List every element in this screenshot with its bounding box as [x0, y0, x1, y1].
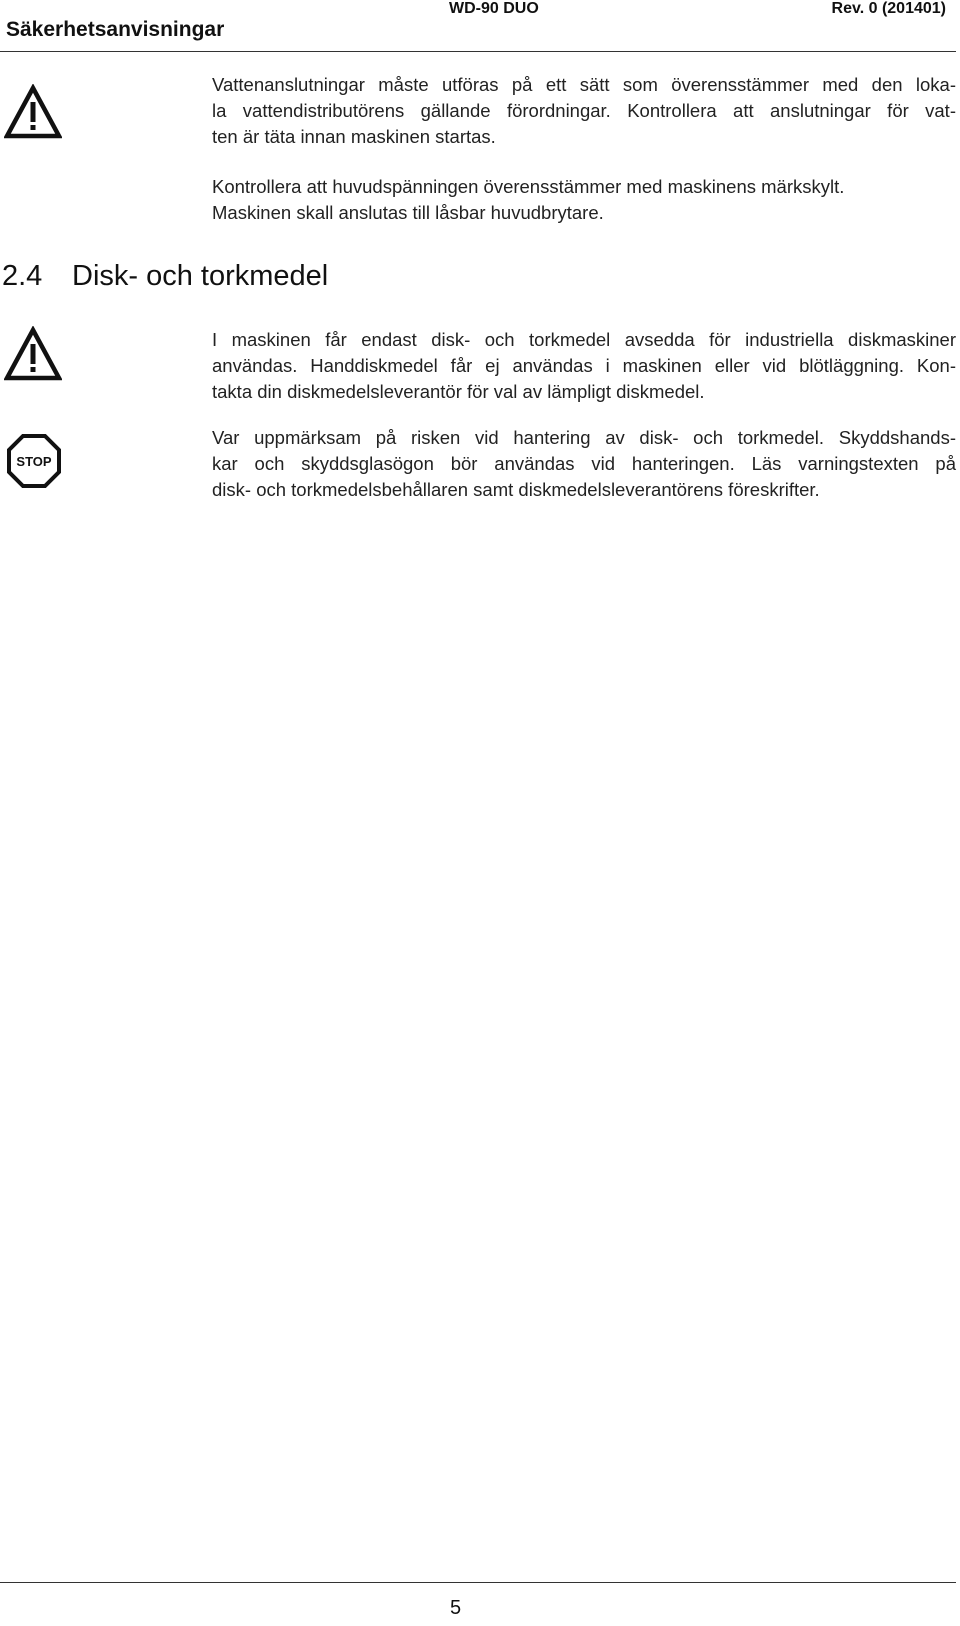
page-number: 5 [450, 1597, 462, 1619]
header-revision: Rev. 0 (201401) [831, 0, 946, 17]
section-heading [2, 260, 328, 293]
text-line: Kontrollera att huvudspänningen överensstämmer med maskinens märkskylt. [212, 176, 845, 197]
text-line: användas. Handdiskmedel får ej användas i maskinen eller vid blötläggning. Kon- [212, 355, 956, 376]
text-line: disk- och torkmedelsbehållaren samt diskmedelsleverantörens föreskrifter. [212, 479, 820, 500]
stop-sign-icon [6, 433, 62, 489]
paragraph-water-connection [212, 72, 956, 150]
text-line: kar och skyddsglasögon bör användas vid hanteringen. Läs varningstexten på [212, 453, 956, 474]
text-line: la vattendistributörens gällande förordningar. Kontrollera att anslutningar för vat- [212, 100, 956, 121]
text-line: ten är täta innan maskinen startas. [212, 126, 496, 147]
paragraph-detergents [212, 327, 956, 405]
footer-divider [0, 1582, 956, 1583]
section-title: Disk- och torkmedel [72, 260, 329, 292]
text-line: I maskinen får endast disk- och torkmedel avsedda för industriella diskmaskiner [212, 329, 956, 350]
stop-label: STOP [16, 454, 52, 469]
header-section-title: Säkerhetsanvisningar [6, 18, 225, 41]
text-line: Vattenanslutningar måste utföras på ett sätt som överensstämmer med den loka- [212, 74, 956, 95]
paragraph-main-voltage [212, 174, 956, 226]
warning-triangle-icon [4, 326, 62, 382]
paragraph-handling-risk [212, 425, 956, 503]
text-line: takta din diskmedelsleverantör för val av lämpligt diskmedel. [212, 381, 705, 402]
header-model: WD-90 DUO [449, 0, 539, 17]
text-line: Var uppmärksam på risken vid hantering av disk- och torkmedel. Skyddshands- [212, 427, 956, 448]
section-number: 2.4 [2, 260, 43, 292]
header-divider [0, 51, 956, 52]
text-line: Maskinen skall anslutas till låsbar huvudbrytare. [212, 202, 604, 223]
warning-triangle-icon [4, 84, 62, 140]
